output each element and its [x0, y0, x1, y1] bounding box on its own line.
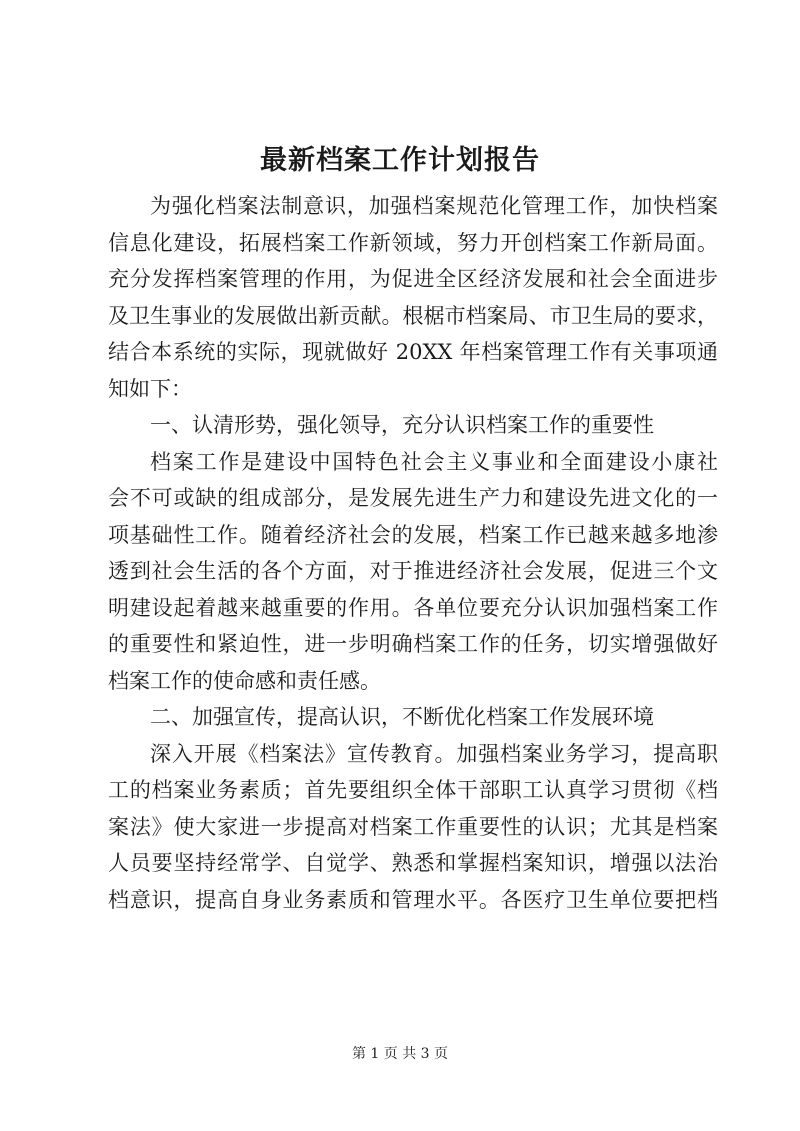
paragraph-line: 档意识，提高自身业务素质和管理水平。各医疗卫生单位要把档	[108, 887, 718, 912]
paragraph-line: 案法》使大家进一步提高对档案工作重要性的认识；尤其是档案	[108, 814, 718, 839]
paragraph-line: 为强化档案法制意识，加强档案规范化管理工作，加快档案	[150, 194, 718, 218]
paragraph-line: 档案工作的使命感和责任感。	[108, 668, 381, 693]
paragraph-line: 透到社会生活的各个方面，对于推进经济社会发展，促进三个文	[108, 559, 718, 583]
paragraph-line: 明建设起着越来越重要的作用。各单位要充分认识加强档案工作	[108, 595, 718, 620]
section-heading: 一、认清形势，强化领导，充分认识档案工作的重要性	[150, 413, 654, 437]
paragraph-line: 结合本系统的实际，现就做好 20XX 年档案管理工作有关事项通	[108, 340, 718, 364]
paragraph-line: 的重要性和紧迫性，进一步明确档案工作的任务，切实增强做好	[108, 632, 718, 656]
page-title: 最新档案工作计划报告	[260, 145, 540, 176]
paragraph-line: 信息化建设，拓展档案工作新领域，努力开创档案工作新局面。	[108, 230, 718, 255]
section-heading: 二、加强宣传，提高认识，不断优化档案工作发展环境	[150, 705, 654, 729]
paragraph-line: 会不可或缺的组成部分，是发展先进生产力和建设先进文化的一	[108, 486, 718, 510]
paragraph-line: 人员要坚持经常学、自觉学、熟悉和掌握档案知识，增强以法治	[108, 851, 718, 875]
paragraph-line: 及卫生事业的发展做出新贡献。根椐市档案局、市卫生局的要求，	[108, 303, 718, 328]
paragraph-line: 充分发挥档案管理的作用，为促进全区经济发展和社会全面进步	[108, 267, 718, 291]
paragraph-line: 工的档案业务素质；首先要组织全体干部职工认真学习贯彻《档	[108, 778, 718, 802]
paragraph-line: 知如下：	[108, 376, 192, 401]
document-body	[108, 188, 718, 918]
paragraph-line: 深入开展《档案法》宣传教育。加强档案业务学习，提高职	[150, 741, 718, 766]
page-number-footer: 第 1 页 共 3 页	[351, 1046, 449, 1062]
paragraph-line: 档案工作是建设中国特色社会主义事业和全面建设小康社	[150, 449, 718, 474]
paragraph-line: 项基础性工作。随着经济社会的发展，档案工作已越来越多地渗	[108, 522, 718, 547]
